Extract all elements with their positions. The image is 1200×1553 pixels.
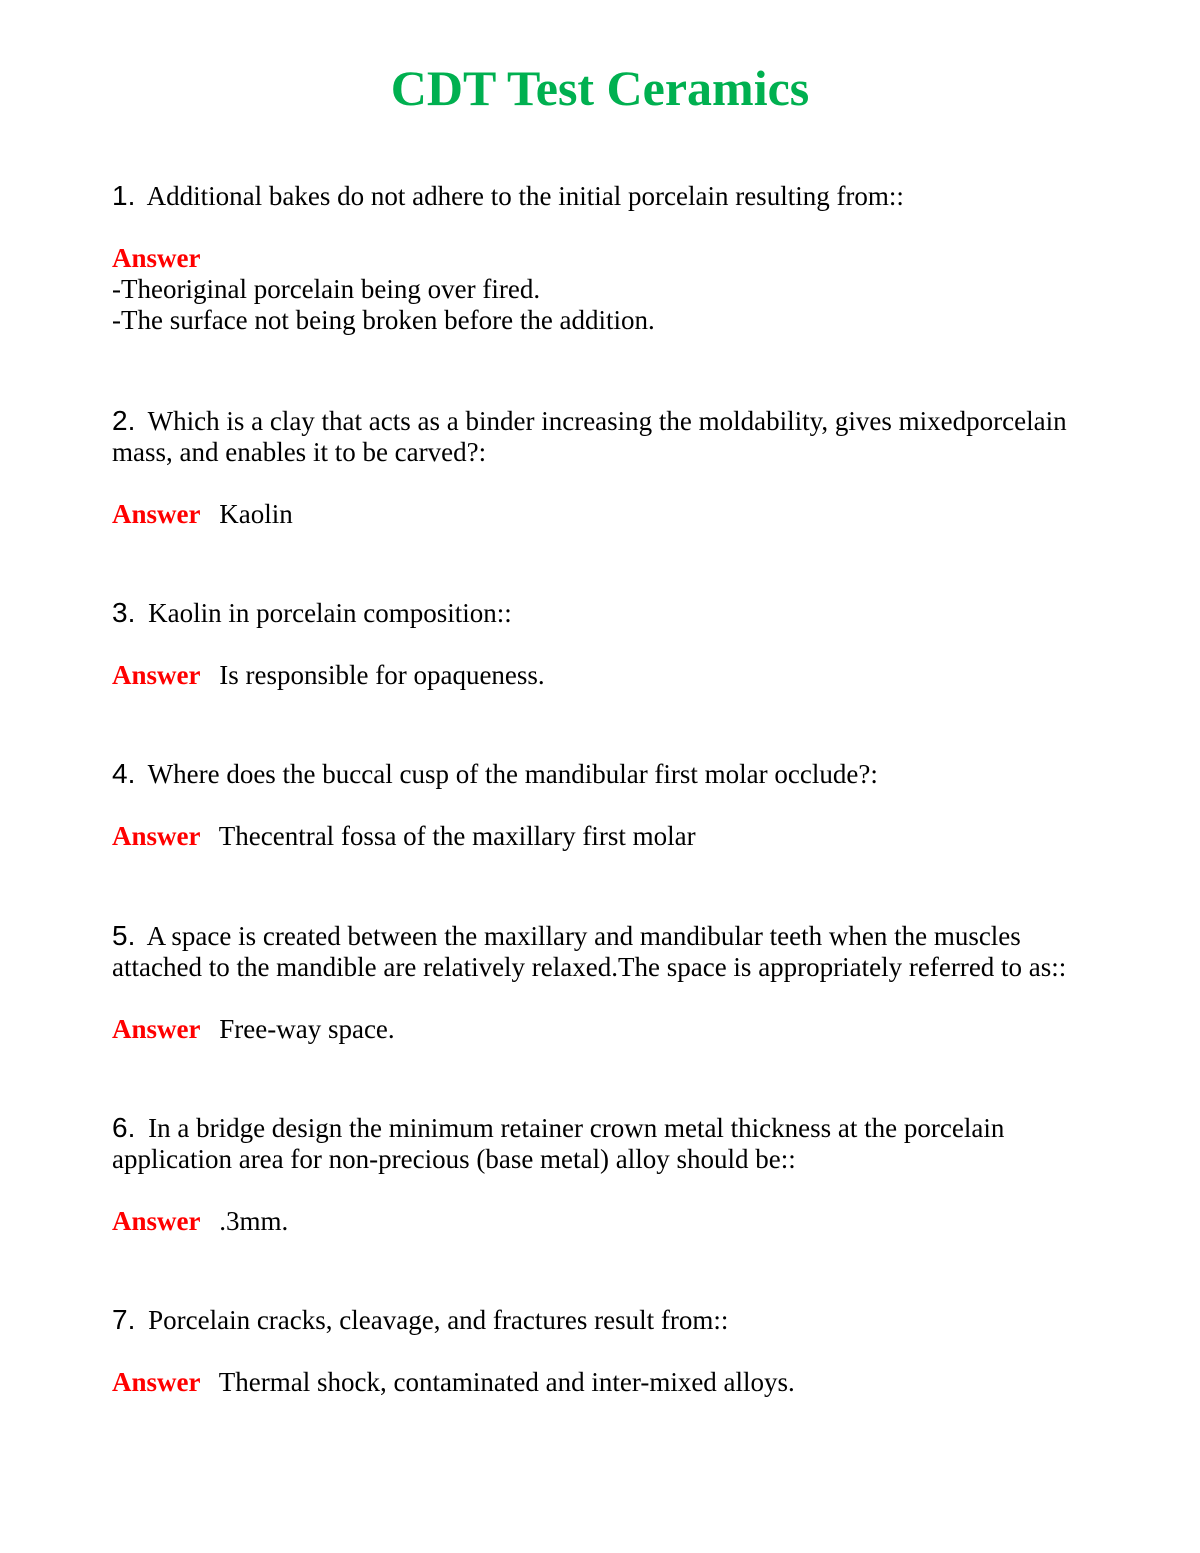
answer-label: Answer (112, 1206, 201, 1236)
question-item-7 (112, 1304, 1082, 1398)
answer-label: Answer (112, 660, 201, 690)
question-number: 5. (112, 920, 136, 951)
question-number: 3. (112, 597, 136, 628)
question-text (112, 1112, 1082, 1175)
answer-label: Answer (112, 499, 201, 529)
question-body: In a bridge design the minimum retainer crown metal thickness at the porcelain application area for non-precious (base metal) alloy should be:: (112, 1113, 1005, 1174)
answer-text: Free-way space. (219, 1014, 395, 1044)
answer-label: Answer (112, 821, 201, 851)
question-body: Kaolin in porcelain composition:: (148, 598, 512, 628)
question-text (112, 758, 1082, 790)
question-text (112, 1304, 1082, 1336)
question-number: 4. (112, 758, 136, 789)
question-number: 6. (112, 1112, 136, 1143)
answer-block (112, 660, 1082, 691)
question-item-3 (112, 597, 1082, 691)
question-number: 2. (112, 405, 136, 436)
question-body: A space is created between the maxillary and mandibular teeth when the muscles attached to the mandible are relatively relaxed.The space is appropriately referred to as:: (112, 921, 1067, 982)
answer-block (112, 1367, 1082, 1398)
question-text (112, 180, 1082, 212)
question-item-5 (112, 920, 1082, 1045)
question-item-1 (112, 180, 1082, 336)
question-number: 1. (112, 180, 136, 211)
answer-label: Answer (112, 1014, 201, 1044)
answer-text: Is responsible for opaqueness. (219, 660, 545, 690)
answer-label: Answer (112, 243, 201, 273)
question-text (112, 405, 1082, 468)
answer-block (112, 499, 1082, 530)
question-item-6 (112, 1112, 1082, 1237)
question-text (112, 920, 1082, 983)
answer-block (112, 1206, 1082, 1237)
answer-text: Kaolin (219, 499, 293, 529)
question-item-4 (112, 758, 1082, 852)
question-body: Additional bakes do not adhere to the initial porcelain resulting from:: (146, 181, 904, 211)
answer-block (112, 1014, 1082, 1045)
answer-block (112, 243, 1082, 336)
answer-block (112, 821, 1082, 852)
question-body: Porcelain cracks, cleavage, and fractures result from:: (148, 1305, 729, 1335)
page-title: CDT Test Ceramics (390, 60, 810, 116)
answer-line: -Theoriginal porcelain being over fired. (112, 274, 541, 304)
question-body: Which is a clay that acts as a binder increasing the moldability, gives mixedporcelain mass, and enables it to be carved?: (112, 406, 1067, 467)
answer-text: Thecentral fossa of the maxillary first molar (218, 821, 696, 851)
question-number: 7. (112, 1304, 136, 1335)
answer-text: Thermal shock, contaminated and inter-mixed alloys. (218, 1367, 795, 1397)
answer-label: Answer (112, 1367, 201, 1397)
question-body: Where does the buccal cusp of the mandibular first molar occlude?: (147, 759, 878, 789)
question-item-2 (112, 405, 1082, 530)
answer-text: .3mm. (219, 1206, 289, 1236)
answer-line: -The surface not being broken before the addition. (112, 305, 655, 335)
question-text (112, 597, 1082, 629)
